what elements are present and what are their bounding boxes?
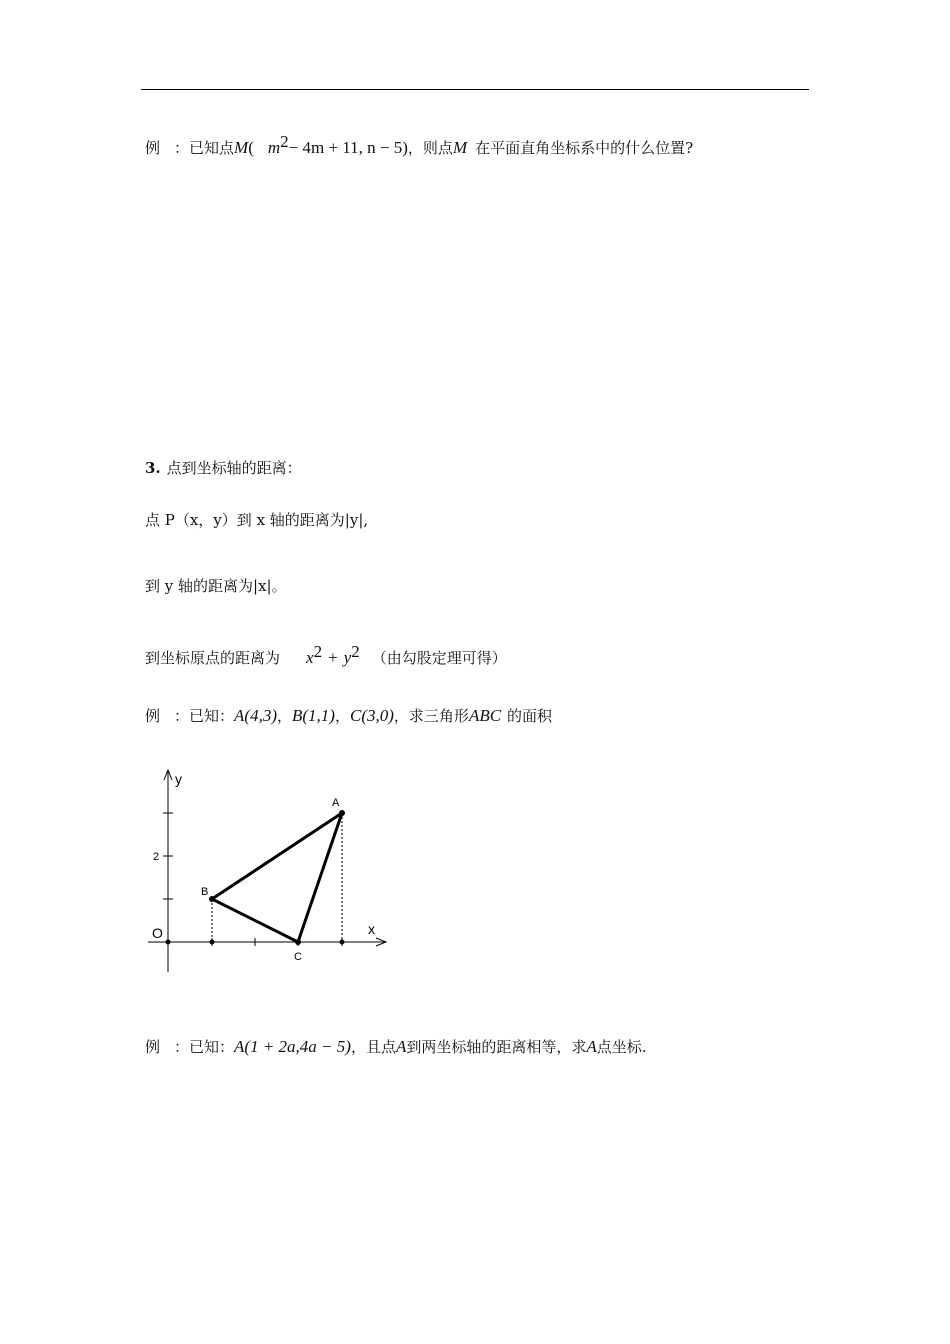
triangle-figure bbox=[140, 762, 400, 987]
label-b: B bbox=[201, 886, 209, 898]
example-3-label: 例 bbox=[145, 1038, 161, 1056]
a-foot-dot bbox=[340, 940, 345, 945]
section-3-heading bbox=[145, 458, 302, 478]
triangle-abc bbox=[212, 813, 342, 942]
example-3-text-d: 点坐标. bbox=[596, 1038, 647, 1056]
example-2-text-c: 的面积 bbox=[507, 707, 553, 725]
origin-label: O bbox=[152, 925, 163, 941]
section-number: 3. bbox=[145, 459, 161, 477]
x-variable: x bbox=[306, 648, 314, 667]
example-1 bbox=[145, 132, 693, 158]
m-exponent: 2 bbox=[280, 132, 289, 151]
open-paren: ( bbox=[248, 138, 254, 157]
point-b-dot bbox=[209, 896, 215, 902]
x-exponent: 2 bbox=[313, 642, 323, 661]
example-1-text-c: 在平面直角坐标系中的什么位置? bbox=[475, 139, 694, 157]
m-variable: m bbox=[267, 138, 281, 157]
example-3-text-a: ：已知： bbox=[174, 1038, 235, 1056]
point-b-coords: B(1,1) bbox=[292, 706, 335, 725]
plus-sign: + bbox=[328, 648, 338, 667]
point-a-coords: A(4,3) bbox=[234, 706, 277, 725]
origin-dot bbox=[166, 940, 171, 945]
b-foot-dot bbox=[210, 940, 215, 945]
example-3-text-c: 到两坐标轴的距离相等，求 bbox=[406, 1038, 587, 1056]
point-a-expression: A(1 + 2a,4a − 5) bbox=[234, 1037, 351, 1056]
label-a: A bbox=[332, 797, 340, 809]
header-rule bbox=[141, 89, 809, 90]
point-a-ref: A bbox=[395, 1037, 407, 1056]
example-2-text-a: ：已知： bbox=[174, 707, 235, 725]
example-1-text-a: ：已知点 bbox=[174, 139, 235, 157]
triangle-name: ABC bbox=[468, 706, 502, 725]
example-2-text-b: ，求三角形 bbox=[393, 707, 469, 725]
y-axis-label: y bbox=[175, 771, 182, 787]
tick-label-2: 2 bbox=[153, 851, 160, 863]
label-c: C bbox=[294, 951, 302, 963]
point-c-dot bbox=[295, 939, 301, 945]
point-a-ref-2: A bbox=[586, 1037, 597, 1056]
m-expression: − 4m + 11, n − 5) bbox=[288, 138, 408, 157]
example-2-label: 例 bbox=[145, 707, 161, 725]
y-exponent: 2 bbox=[351, 642, 360, 661]
example-1-label: 例 bbox=[145, 139, 161, 157]
point-a-dot bbox=[339, 810, 345, 816]
y-variable: y bbox=[343, 648, 352, 667]
example-3-text-b: ，且点 bbox=[350, 1038, 396, 1056]
distance-to-origin bbox=[145, 642, 507, 668]
point-m-2: M bbox=[452, 138, 468, 157]
example-2 bbox=[145, 706, 552, 726]
separator-1: ， bbox=[277, 707, 293, 725]
x-axis-label: x bbox=[368, 921, 375, 937]
point-m: M bbox=[234, 138, 249, 157]
origin-text: 到坐标原点的距离为 bbox=[145, 649, 281, 667]
section-title: 点到坐标轴的距离： bbox=[166, 459, 302, 477]
pythagoras-note: （由勾股定理可得） bbox=[371, 649, 507, 667]
distance-to-y-axis: 到 y 轴的距离为|x|。 bbox=[145, 577, 287, 595]
example-3 bbox=[145, 1037, 647, 1057]
separator-2: ， bbox=[334, 707, 350, 725]
distance-to-x-axis: 点 P（x，y）到 x 轴的距离为|y|, bbox=[145, 511, 369, 529]
example-1-text-b: ，则点 bbox=[407, 139, 453, 157]
point-c-coords: C(3,0) bbox=[350, 706, 394, 725]
